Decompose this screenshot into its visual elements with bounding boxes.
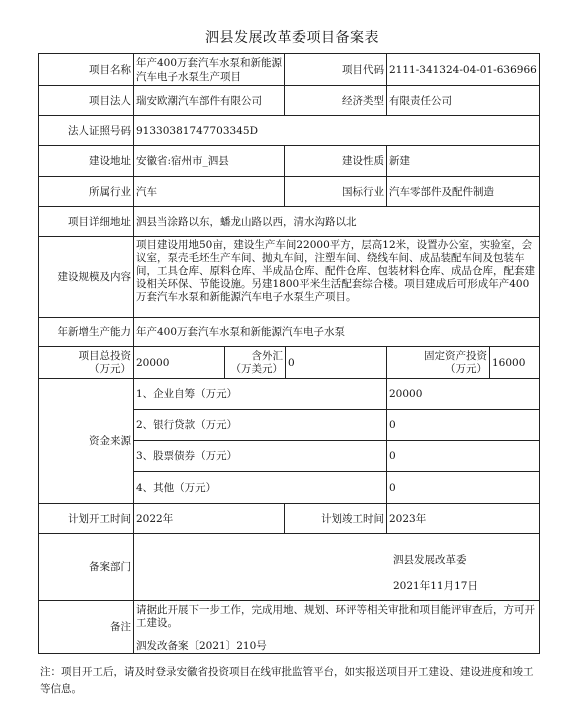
industry-value: 汽车 [133, 176, 285, 207]
econ-type-label: 经济类型 [284, 85, 387, 116]
fund-item-label: 4、其他（万元） [133, 471, 387, 504]
total-invest-label-line1: 项目总投资 [78, 350, 131, 362]
fund-item-label: 2、银行贷款（万元） [133, 409, 387, 441]
fixed-invest-value: 16000 [489, 346, 540, 379]
fund-item-label: 1、企业自筹（万元） [133, 378, 387, 410]
start-label: 计划开工时间 [38, 503, 134, 534]
nature-label: 建设性质 [284, 145, 387, 177]
project-name-value: 年产400万套汽车水泵和新能源汽车电子水泵生产项目 [133, 53, 285, 86]
econ-type-value: 有限责任公司 [386, 85, 540, 116]
dept-label: 备案部门 [38, 533, 134, 601]
address-label: 项目详细地址 [38, 206, 134, 237]
remarks-value: 请据此开展下一步工作，完成用地、规划、环评等相关审批和项目能评审查后，方可开工建设。 [136, 604, 535, 629]
capacity-label: 年新增生产能力 [38, 317, 134, 347]
finish-value: 2023年 [386, 503, 540, 534]
location-value: 安徽省:宿州市_泗县 [133, 145, 285, 177]
scale-value: 项目建设用地50亩，建设生产车间22000平方，层高12米，设置办公室，实验室，会议室，泵壳毛坯生产车间、抛丸车间，注塑车间、绕线车间、成品装配车间及包装车间，工具仓库、原料仓库、半成品仓库、配件仓库、包装材料仓库、成品仓库，配套建设相关环保、节能设施。另建1800平米生活配套综合楼。项目建成后可形成年产400万套汽车水泵和新能源汽车电子水泵生产项目。 [133, 236, 540, 318]
industry-label: 所属行业 [38, 176, 134, 207]
fund-item-value: 0 [386, 471, 540, 504]
fixed-invest-label-line1: 固定资产投资 [424, 350, 487, 362]
finish-label: 计划竣工时间 [284, 503, 387, 534]
remarks-label: 备注 [38, 600, 134, 654]
std-industry-value: 汽车零部件及配件制造 [386, 176, 540, 207]
form-title: 泗县发展改革委项目备案表 [205, 30, 379, 46]
project-code-value: 2111-341324-04-01-636966 [386, 53, 540, 86]
cert-no-value: 91330381747703345D [133, 115, 540, 146]
table-right-border [539, 53, 540, 654]
total-invest-label [38, 346, 134, 379]
project-code-label: 项目代码 [284, 53, 387, 86]
project-name-label: 项目名称 [38, 53, 134, 86]
dept-cell [133, 533, 540, 601]
total-invest-value: 20000 [133, 346, 225, 379]
forex-label-line2: （万美元） [230, 363, 283, 375]
start-value: 2022年 [133, 503, 285, 534]
fund-source-label: 资金来源 [38, 378, 134, 504]
total-invest-label-line2: （万元） [89, 363, 131, 375]
fixed-invest-label [386, 346, 490, 379]
dept-value: 泗县发展改革委 [393, 554, 467, 566]
scale-label: 建设规模及内容 [38, 236, 134, 318]
forex-label [224, 346, 286, 379]
table-bottom-border [38, 653, 540, 654]
capacity-value: 年产400万套汽车水泵和新能源汽车电子水泵 [133, 317, 540, 347]
legal-person-label: 项目法人 [38, 85, 134, 116]
fund-item-label: 3、股票债券（万元） [133, 440, 387, 472]
fund-item-value: 0 [386, 409, 540, 441]
dept-date: 2021年11月17日 [393, 580, 478, 592]
forex-label-line1: 含外汇 [251, 350, 283, 362]
remarks-number: 泗发改备案〔2021〕210号 [136, 640, 267, 652]
location-label: 建设地址 [38, 145, 134, 177]
forex-value: 0 [285, 346, 387, 379]
cert-no-label: 法人证照号码 [38, 115, 134, 146]
nature-value: 新建 [386, 145, 540, 177]
legal-person-value: 瑞安欧潮汽车部件有限公司 [133, 85, 285, 116]
fund-item-value: 20000 [386, 378, 540, 410]
address-value: 泗县当涂路以东，蟠龙山路以西，清水沟路以北 [133, 206, 540, 237]
fixed-invest-label-line2: （万元） [445, 363, 487, 375]
fund-item-value: 0 [386, 440, 540, 472]
footnote: 注：项目开工后，请及时登录安徽省投资项目在线审批监管平台，如实报送项目开工建设、建设进度和竣工等信息。 [40, 666, 534, 695]
std-industry-label: 国标行业 [284, 176, 387, 207]
